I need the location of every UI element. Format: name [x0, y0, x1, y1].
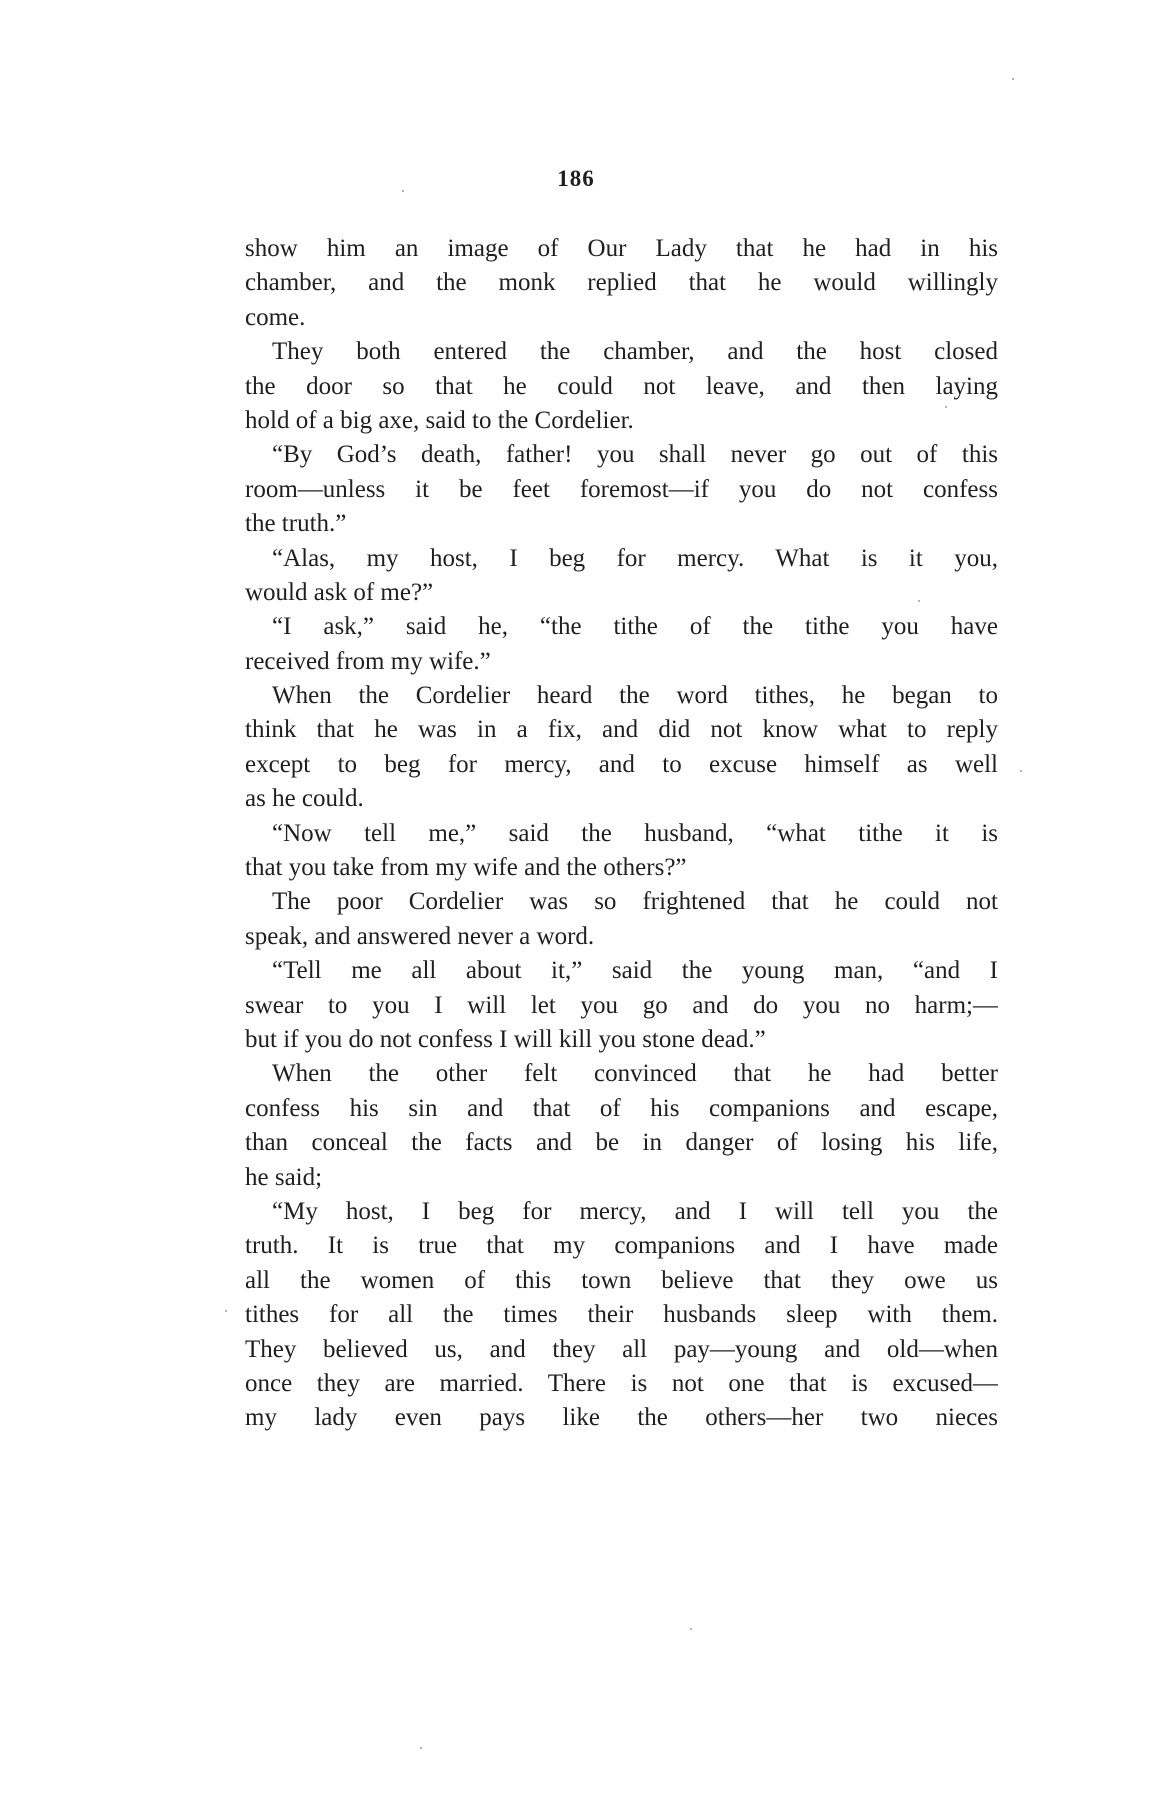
page-number: 186	[557, 166, 595, 191]
text-line: come.	[245, 303, 306, 331]
text-line: he said;	[245, 1163, 323, 1191]
text-line: except to beg for mercy, and to excuse himself as well	[245, 750, 998, 778]
scan-speck	[225, 1310, 227, 1312]
text-line: “Alas, my host, I beg for mercy. What is it you,	[272, 544, 998, 572]
text-line: They both entered the chamber, and the host closed	[272, 338, 998, 366]
text-line: speak, and answered never a word.	[245, 922, 595, 950]
text-line: “I ask,” said he, “the tithe of the tithe you have	[272, 613, 998, 641]
scan-speck	[918, 600, 920, 602]
scan-speck	[402, 190, 404, 192]
scan-speck	[945, 406, 947, 408]
text-line: the door so that he could not leave, and then laying	[245, 372, 998, 400]
scan-speck	[420, 1747, 422, 1749]
body-text	[245, 232, 998, 1436]
text-line: swear to you I will let you go and do you no harm;—	[245, 991, 998, 1019]
text-line: The poor Cordelier was so frightened that he could not	[272, 888, 998, 916]
text-line: “Now tell me,” said the husband, “what tithe it is	[272, 819, 998, 847]
scan-speck	[1012, 78, 1014, 80]
text-line: as he could.	[245, 785, 364, 813]
text-line: than conceal the facts and be in danger of losing his life,	[245, 1129, 998, 1157]
scan-speck	[1020, 770, 1022, 772]
text-line: my lady even pays like the others—her two nieces	[245, 1404, 998, 1432]
text-line: think that he was in a fix, and did not know what to reply	[245, 716, 998, 744]
text-line: tithes for all the times their husbands sleep with them.	[245, 1301, 998, 1329]
text-line: They believed us, and they all pay—young and old—when	[245, 1335, 998, 1363]
text-line: room—unless it be feet foremost—if you do not confess	[245, 475, 998, 503]
text-line: “By God’s death, father! you shall never go out of this	[272, 441, 998, 469]
text-line: but if you do not confess I will kill you stone dead.”	[245, 1025, 766, 1053]
text-line: received from my wife.”	[245, 647, 491, 675]
text-line: chamber, and the monk replied that he would willingly	[245, 269, 998, 297]
text-line: all the women of this town believe that they owe us	[245, 1266, 998, 1294]
text-line: confess his sin and that of his companions and escape,	[245, 1094, 998, 1122]
text-line: once they are married. There is not one that is excused—	[245, 1369, 998, 1397]
text-line: show him an image of Our Lady that he had in his	[245, 235, 998, 262]
text-line: would ask of me?”	[245, 578, 434, 606]
scan-speck	[690, 1628, 692, 1630]
text-line: hold of a big axe, said to the Cordelier.	[245, 406, 634, 434]
text-line: When the Cordelier heard the word tithes, he began to	[272, 682, 998, 710]
text-line: the truth.”	[245, 510, 347, 538]
text-line: When the other felt convinced that he had better	[272, 1060, 998, 1088]
text-line: that you take from my wife and the others?”	[245, 854, 687, 882]
text-line: “Tell me all about it,” said the young man, “and I	[272, 957, 998, 985]
text-line: “My host, I beg for mercy, and I will tell you the	[272, 1197, 998, 1225]
text-line: truth. It is true that my companions and I have made	[245, 1232, 998, 1260]
